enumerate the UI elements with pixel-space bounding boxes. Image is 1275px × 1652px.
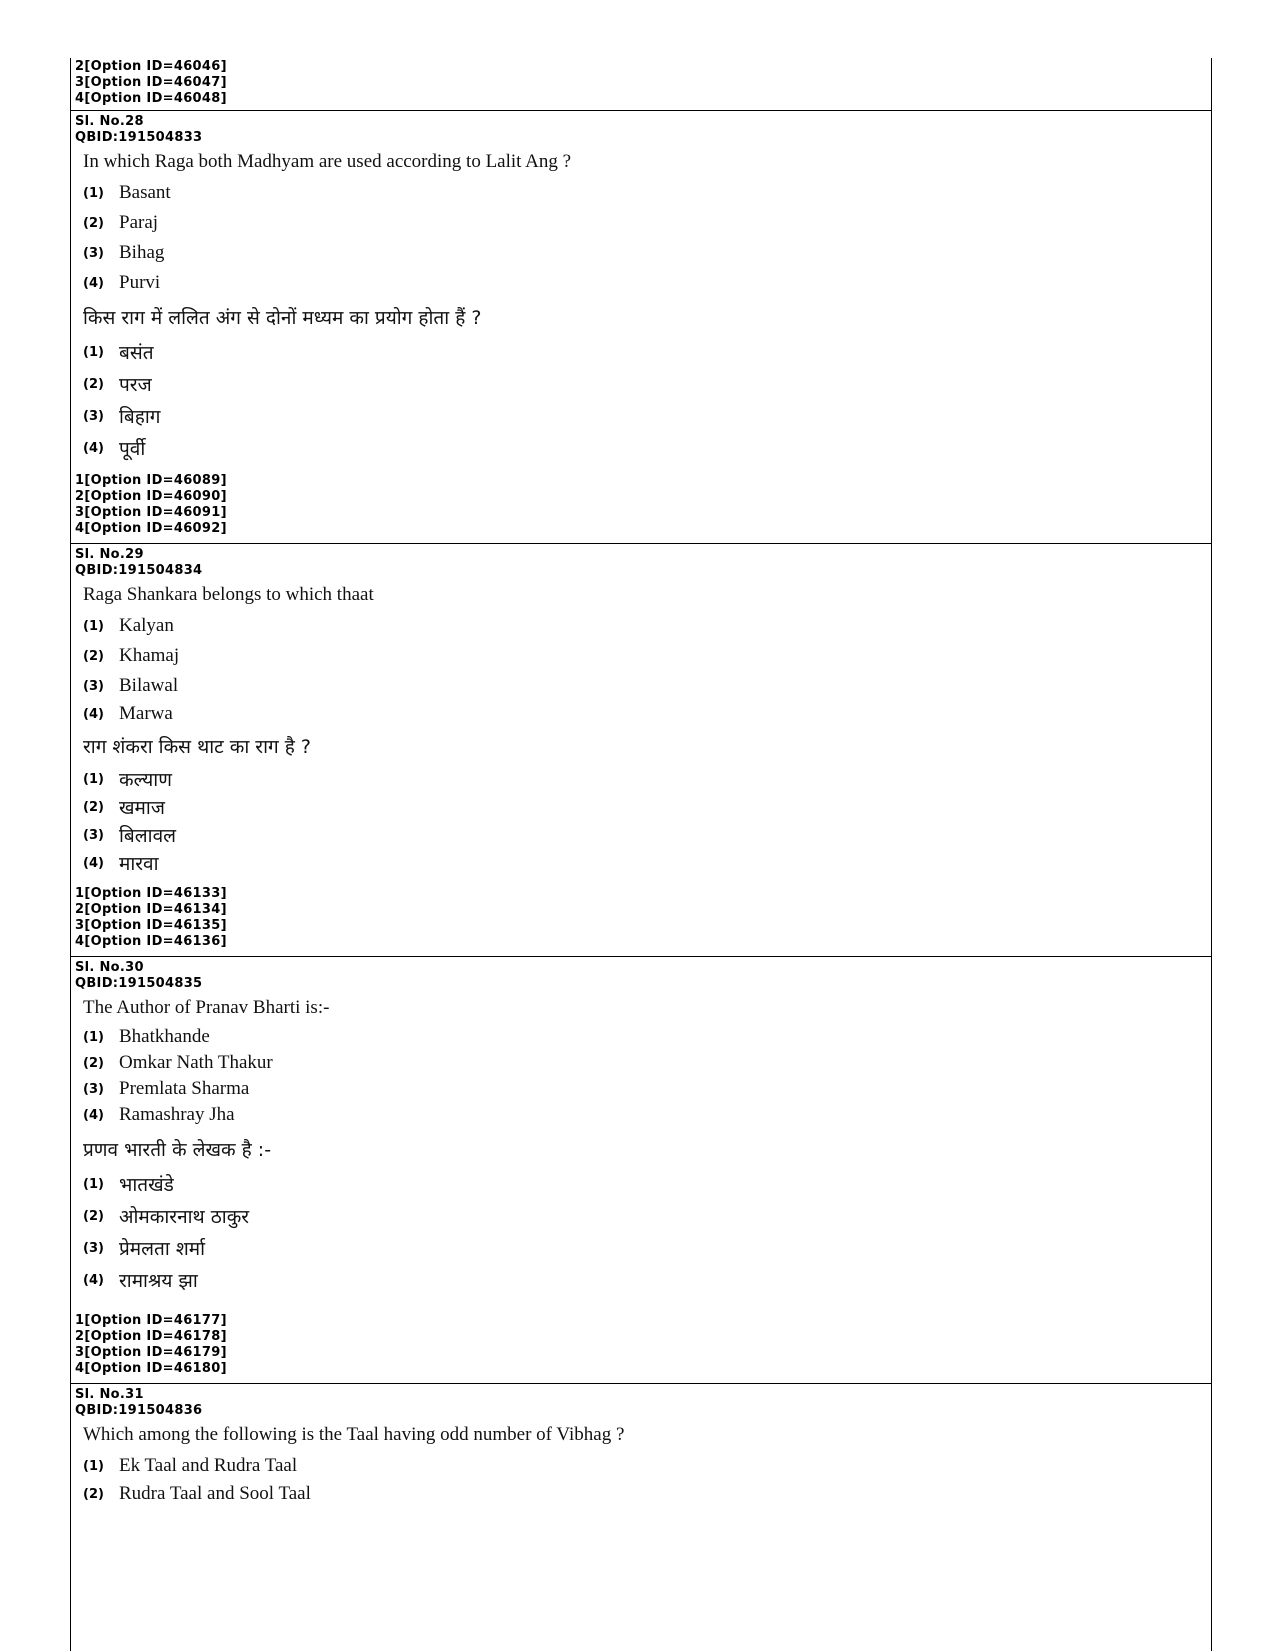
option-number: (4) — [83, 706, 104, 722]
option-text: ओमकारनाथ ठाकुर — [119, 1206, 250, 1228]
option-text: रामाश्रय झा — [119, 1270, 198, 1292]
question-block-28 — [71, 110, 1211, 544]
option-id-list — [75, 473, 227, 537]
option-item — [83, 1050, 1207, 1076]
serial-number: Sl. No.28 — [75, 114, 144, 129]
option-text: Basant — [119, 182, 171, 203]
option-number: (3) — [83, 1240, 104, 1256]
option-text: Ek Taal and Rudra Taal — [119, 1455, 298, 1476]
option-number: (1) — [83, 618, 104, 634]
option-number: (2) — [83, 1486, 104, 1502]
question-paper-page — [70, 58, 1212, 1651]
option-item — [83, 765, 1207, 793]
option-item — [83, 1232, 1207, 1264]
question-block-29 — [71, 543, 1211, 957]
option-number: (3) — [83, 827, 104, 843]
option-number: (4) — [83, 1107, 104, 1123]
question-text-english: In which Raga both Madhyam are used according to Lalit Ang ? — [83, 151, 572, 172]
option-text: Bhatkhande — [119, 1026, 210, 1047]
option-id: 3[Option ID=46135] — [75, 918, 227, 933]
option-text: बिहाग — [119, 406, 161, 428]
option-item — [83, 1076, 1207, 1102]
qbid: QBID:191504833 — [75, 130, 203, 145]
option-number: (1) — [83, 185, 104, 201]
option-item — [83, 1451, 1207, 1481]
option-id: 2[Option ID=46090] — [75, 489, 227, 504]
hindi-options — [75, 1168, 1207, 1296]
qbid: QBID:191504836 — [75, 1403, 203, 1418]
option-item — [83, 1481, 1207, 1507]
hindi-options — [75, 765, 1207, 877]
option-id: 4[Option ID=46136] — [75, 934, 227, 949]
question-block-30 — [71, 956, 1211, 1384]
option-item — [83, 368, 1207, 400]
option-id: 2[Option ID=46046] — [75, 59, 227, 74]
question-block-31 — [71, 1383, 1211, 1652]
option-id-list — [75, 886, 227, 950]
option-text: Marwa — [119, 703, 173, 724]
option-item — [83, 1024, 1207, 1050]
option-id: 1[Option ID=46089] — [75, 473, 227, 488]
question-text-english: The Author of Pranav Bharti is:- — [83, 997, 330, 1018]
option-id: 3[Option ID=46047] — [75, 75, 227, 90]
option-number: (1) — [83, 1176, 104, 1192]
question-text-english: Raga Shankara belongs to which thaat — [83, 584, 374, 605]
option-number: (3) — [83, 245, 104, 261]
option-text: प्रेमलता शर्मा — [119, 1238, 206, 1260]
option-text: Kalyan — [119, 615, 174, 636]
option-id-list — [75, 1313, 227, 1377]
option-number: (1) — [83, 1029, 104, 1045]
option-item — [83, 849, 1207, 877]
option-text: कल्याण — [119, 769, 172, 791]
option-text: परज — [119, 374, 152, 396]
option-number: (1) — [83, 344, 104, 360]
serial-number: Sl. No.30 — [75, 960, 144, 975]
option-id: 4[Option ID=46092] — [75, 521, 227, 536]
option-number: (2) — [83, 1055, 104, 1071]
option-number: (1) — [83, 771, 104, 787]
previous-question-tail — [71, 58, 1211, 110]
option-text: Ramashray Jha — [119, 1104, 235, 1125]
option-id: 4[Option ID=46048] — [75, 91, 227, 106]
option-id-list — [75, 59, 227, 107]
option-item — [83, 1168, 1207, 1200]
option-id: 2[Option ID=46134] — [75, 902, 227, 917]
option-id: 1[Option ID=46177] — [75, 1313, 227, 1328]
option-text: Paraj — [119, 212, 159, 233]
option-number: (2) — [83, 376, 104, 392]
option-number: (2) — [83, 1208, 104, 1224]
option-item — [83, 336, 1207, 368]
option-id: 3[Option ID=46179] — [75, 1345, 227, 1360]
option-number: (3) — [83, 408, 104, 424]
option-number: (3) — [83, 678, 104, 694]
option-id: 3[Option ID=46091] — [75, 505, 227, 520]
serial-number: Sl. No.29 — [75, 547, 144, 562]
option-number: (4) — [83, 855, 104, 871]
option-text: पूर्वी — [119, 438, 146, 460]
option-item — [83, 701, 1207, 727]
english-options — [75, 178, 1207, 298]
option-number: (1) — [83, 1458, 104, 1474]
option-text: Premlata Sharma — [119, 1078, 250, 1099]
option-text: मारवा — [119, 853, 159, 875]
english-options — [75, 1024, 1207, 1128]
option-id: 4[Option ID=46180] — [75, 1361, 227, 1376]
qbid: QBID:191504834 — [75, 563, 203, 578]
option-item — [83, 432, 1207, 464]
hindi-options — [75, 336, 1207, 464]
option-item — [83, 1200, 1207, 1232]
option-text: Omkar Nath Thakur — [119, 1052, 273, 1073]
option-item — [83, 821, 1207, 849]
serial-number: Sl. No.31 — [75, 1387, 144, 1402]
option-number: (4) — [83, 1272, 104, 1288]
english-options — [75, 611, 1207, 727]
question-text-hindi: किस राग में ललित अंग से दोनों मध्यम का प्रयोग होता हैं ? — [83, 307, 482, 329]
option-number: (2) — [83, 215, 104, 231]
option-item — [83, 793, 1207, 821]
option-item — [83, 268, 1207, 298]
question-text-hindi: राग शंकरा किस थाट का राग है ? — [83, 736, 311, 758]
option-text: खमाज — [119, 797, 165, 819]
option-item — [83, 1102, 1207, 1128]
option-text: Purvi — [119, 272, 161, 293]
question-text-english: Which among the following is the Taal having odd number of Vibhag ? — [83, 1424, 625, 1445]
option-item — [83, 1264, 1207, 1296]
option-item — [83, 178, 1207, 208]
option-text: Bihag — [119, 242, 165, 263]
option-id: 2[Option ID=46178] — [75, 1329, 227, 1344]
option-text: बसंत — [119, 342, 154, 364]
option-item — [83, 671, 1207, 701]
option-item — [83, 238, 1207, 268]
option-number: (4) — [83, 440, 104, 456]
option-text: Rudra Taal and Sool Taal — [119, 1483, 311, 1504]
option-text: Bilawal — [119, 675, 179, 696]
question-text-hindi: प्रणव भारती के लेखक है :- — [83, 1139, 272, 1161]
option-id: 1[Option ID=46133] — [75, 886, 227, 901]
option-item — [83, 400, 1207, 432]
option-item — [83, 611, 1207, 641]
option-text: Khamaj — [119, 645, 180, 666]
option-text: बिलावल — [119, 825, 177, 847]
option-number: (2) — [83, 799, 104, 815]
option-item — [83, 208, 1207, 238]
english-options — [75, 1451, 1207, 1507]
option-item — [83, 641, 1207, 671]
option-number: (2) — [83, 648, 104, 664]
qbid: QBID:191504835 — [75, 976, 203, 991]
option-number: (4) — [83, 275, 104, 291]
option-number: (3) — [83, 1081, 104, 1097]
option-text: भातखंडे — [119, 1174, 174, 1196]
